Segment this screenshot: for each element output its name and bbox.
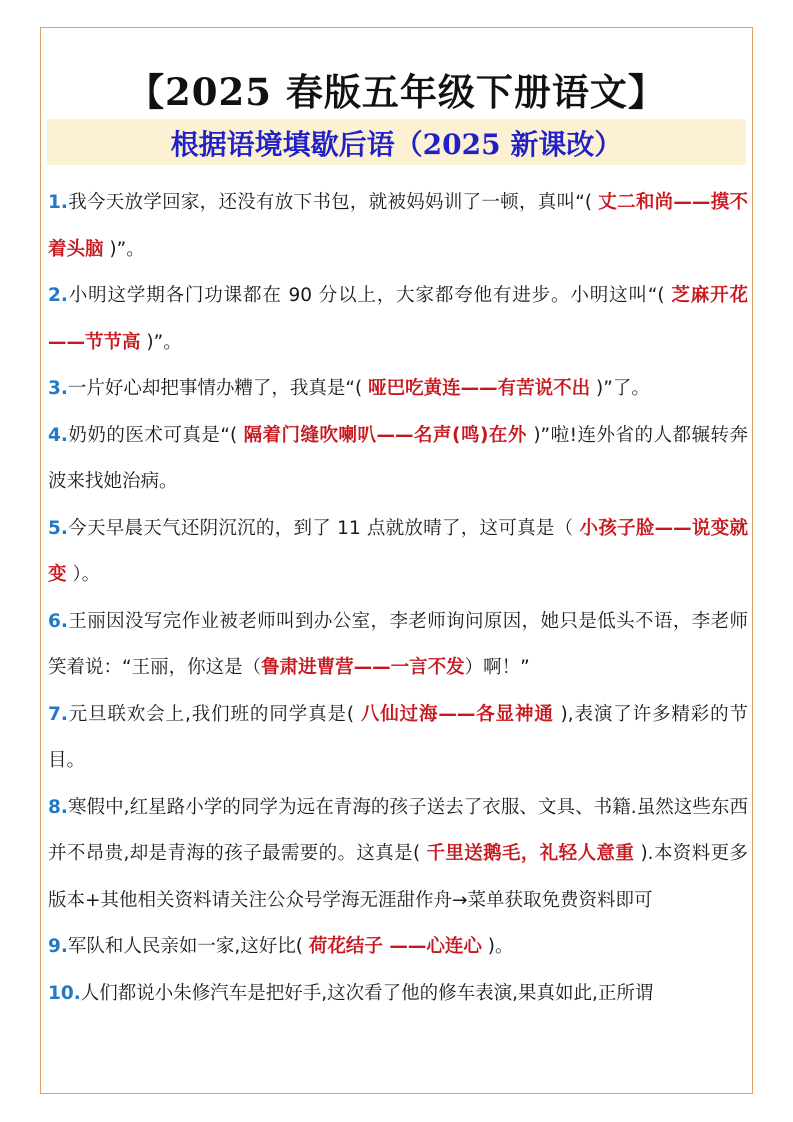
question-number: 4. bbox=[48, 424, 68, 446]
question-text: 今天早晨天气还阴沉沉的，到了 11 点就放晴了，这可真是（ bbox=[67, 517, 574, 539]
question-text-end: )”了。 bbox=[596, 378, 650, 399]
answer-text: 哑巴吃黄连——有苦说不出 bbox=[368, 378, 591, 399]
question-text-end: ),表演了许多精彩的节目。 bbox=[48, 703, 748, 771]
question-text: 元旦联欢会上,我们班的同学真是( bbox=[67, 703, 355, 725]
question-text: 一片好心却把事情办糟了，我真是“( bbox=[67, 378, 363, 399]
question-number: 9. bbox=[48, 936, 68, 957]
question-item bbox=[48, 506, 748, 599]
question-number: 5. bbox=[48, 517, 68, 539]
question-item bbox=[48, 785, 748, 925]
answer-text: 荷花结子 ——心连心 bbox=[308, 936, 482, 957]
question-item bbox=[48, 273, 748, 366]
question-text-end: ）。 bbox=[72, 564, 101, 585]
answer-text: 小孩子脸——说变就变 bbox=[48, 517, 748, 585]
question-item bbox=[48, 413, 748, 506]
question-item bbox=[48, 180, 748, 273]
question-number: 1. bbox=[48, 192, 68, 213]
answer-text: 芝麻开花——节节高 bbox=[48, 285, 748, 353]
question-number: 7. bbox=[48, 703, 68, 725]
question-text: 军队和人民亲如一家,这好比( bbox=[67, 936, 304, 957]
answer-text: 隔着门缝吹喇叭——名声(鸣)在外 bbox=[243, 424, 527, 446]
question-number: 6. bbox=[48, 610, 68, 632]
question-text: 我今天放学回家，还没有放下书包，就被妈妈训了一顿，真叫“( bbox=[67, 192, 593, 213]
answer-text: 鲁肃进曹营——一言不发 bbox=[261, 657, 465, 678]
question-text: 寒假中,红星路小学的同学为远在青海的孩子送去了衣服、文具、书籍.虽然这些东西并不昂贵,却是青海的孩子最需要的。这真是( bbox=[48, 796, 748, 864]
question-text: 人们都说小朱修汽车是把好手,这次看了他的修车表演,果真如此,正所谓 bbox=[80, 982, 654, 1004]
question-item bbox=[48, 971, 748, 1018]
question-text-end: )。 bbox=[487, 936, 514, 957]
page-subtitle: 根据语境填歇后语（2025 新课改） bbox=[170, 128, 623, 161]
question-item bbox=[48, 599, 748, 692]
answer-text: 八仙过海——各显神通 bbox=[360, 703, 554, 725]
question-text-end: )”。 bbox=[146, 331, 182, 353]
question-item bbox=[48, 366, 748, 413]
answer-text: 千里送鹅毛，礼轻人意重 bbox=[426, 843, 635, 864]
question-item bbox=[48, 924, 748, 971]
question-list bbox=[48, 180, 748, 1017]
question-text: 王丽因没写完作业被老师叫到办公室，李老师询问原因，她只是低头不语，李老师笑着说：“王丽，你这是（ bbox=[48, 610, 748, 678]
question-number: 2. bbox=[48, 285, 68, 306]
question-item bbox=[48, 692, 748, 785]
question-text: 奶奶的医术可真是“( bbox=[67, 424, 238, 446]
question-number: 3. bbox=[48, 378, 68, 399]
question-text: 小明这学期各门功课都在 90 分以上，大家都夸他有进步。小明这叫“( bbox=[67, 285, 665, 306]
question-number: 8. bbox=[48, 796, 68, 818]
answer-text: 丈二和尚——摸不着头脑 bbox=[48, 192, 748, 260]
question-text-end: )”。 bbox=[109, 238, 145, 260]
question-text-end: ).本资料更多版本+其他相关资料请关注公众号学海无涯甜作舟→菜单获取免费资料即可 bbox=[48, 843, 748, 911]
question-text-end: )”啦!连外省的人都辗转奔波来找她治病。 bbox=[48, 424, 748, 492]
question-text-end: ）啊！” bbox=[464, 657, 530, 678]
page-title: 【2025 春版五年级下册语文】 bbox=[127, 70, 666, 114]
question-number: 10. bbox=[48, 982, 81, 1004]
